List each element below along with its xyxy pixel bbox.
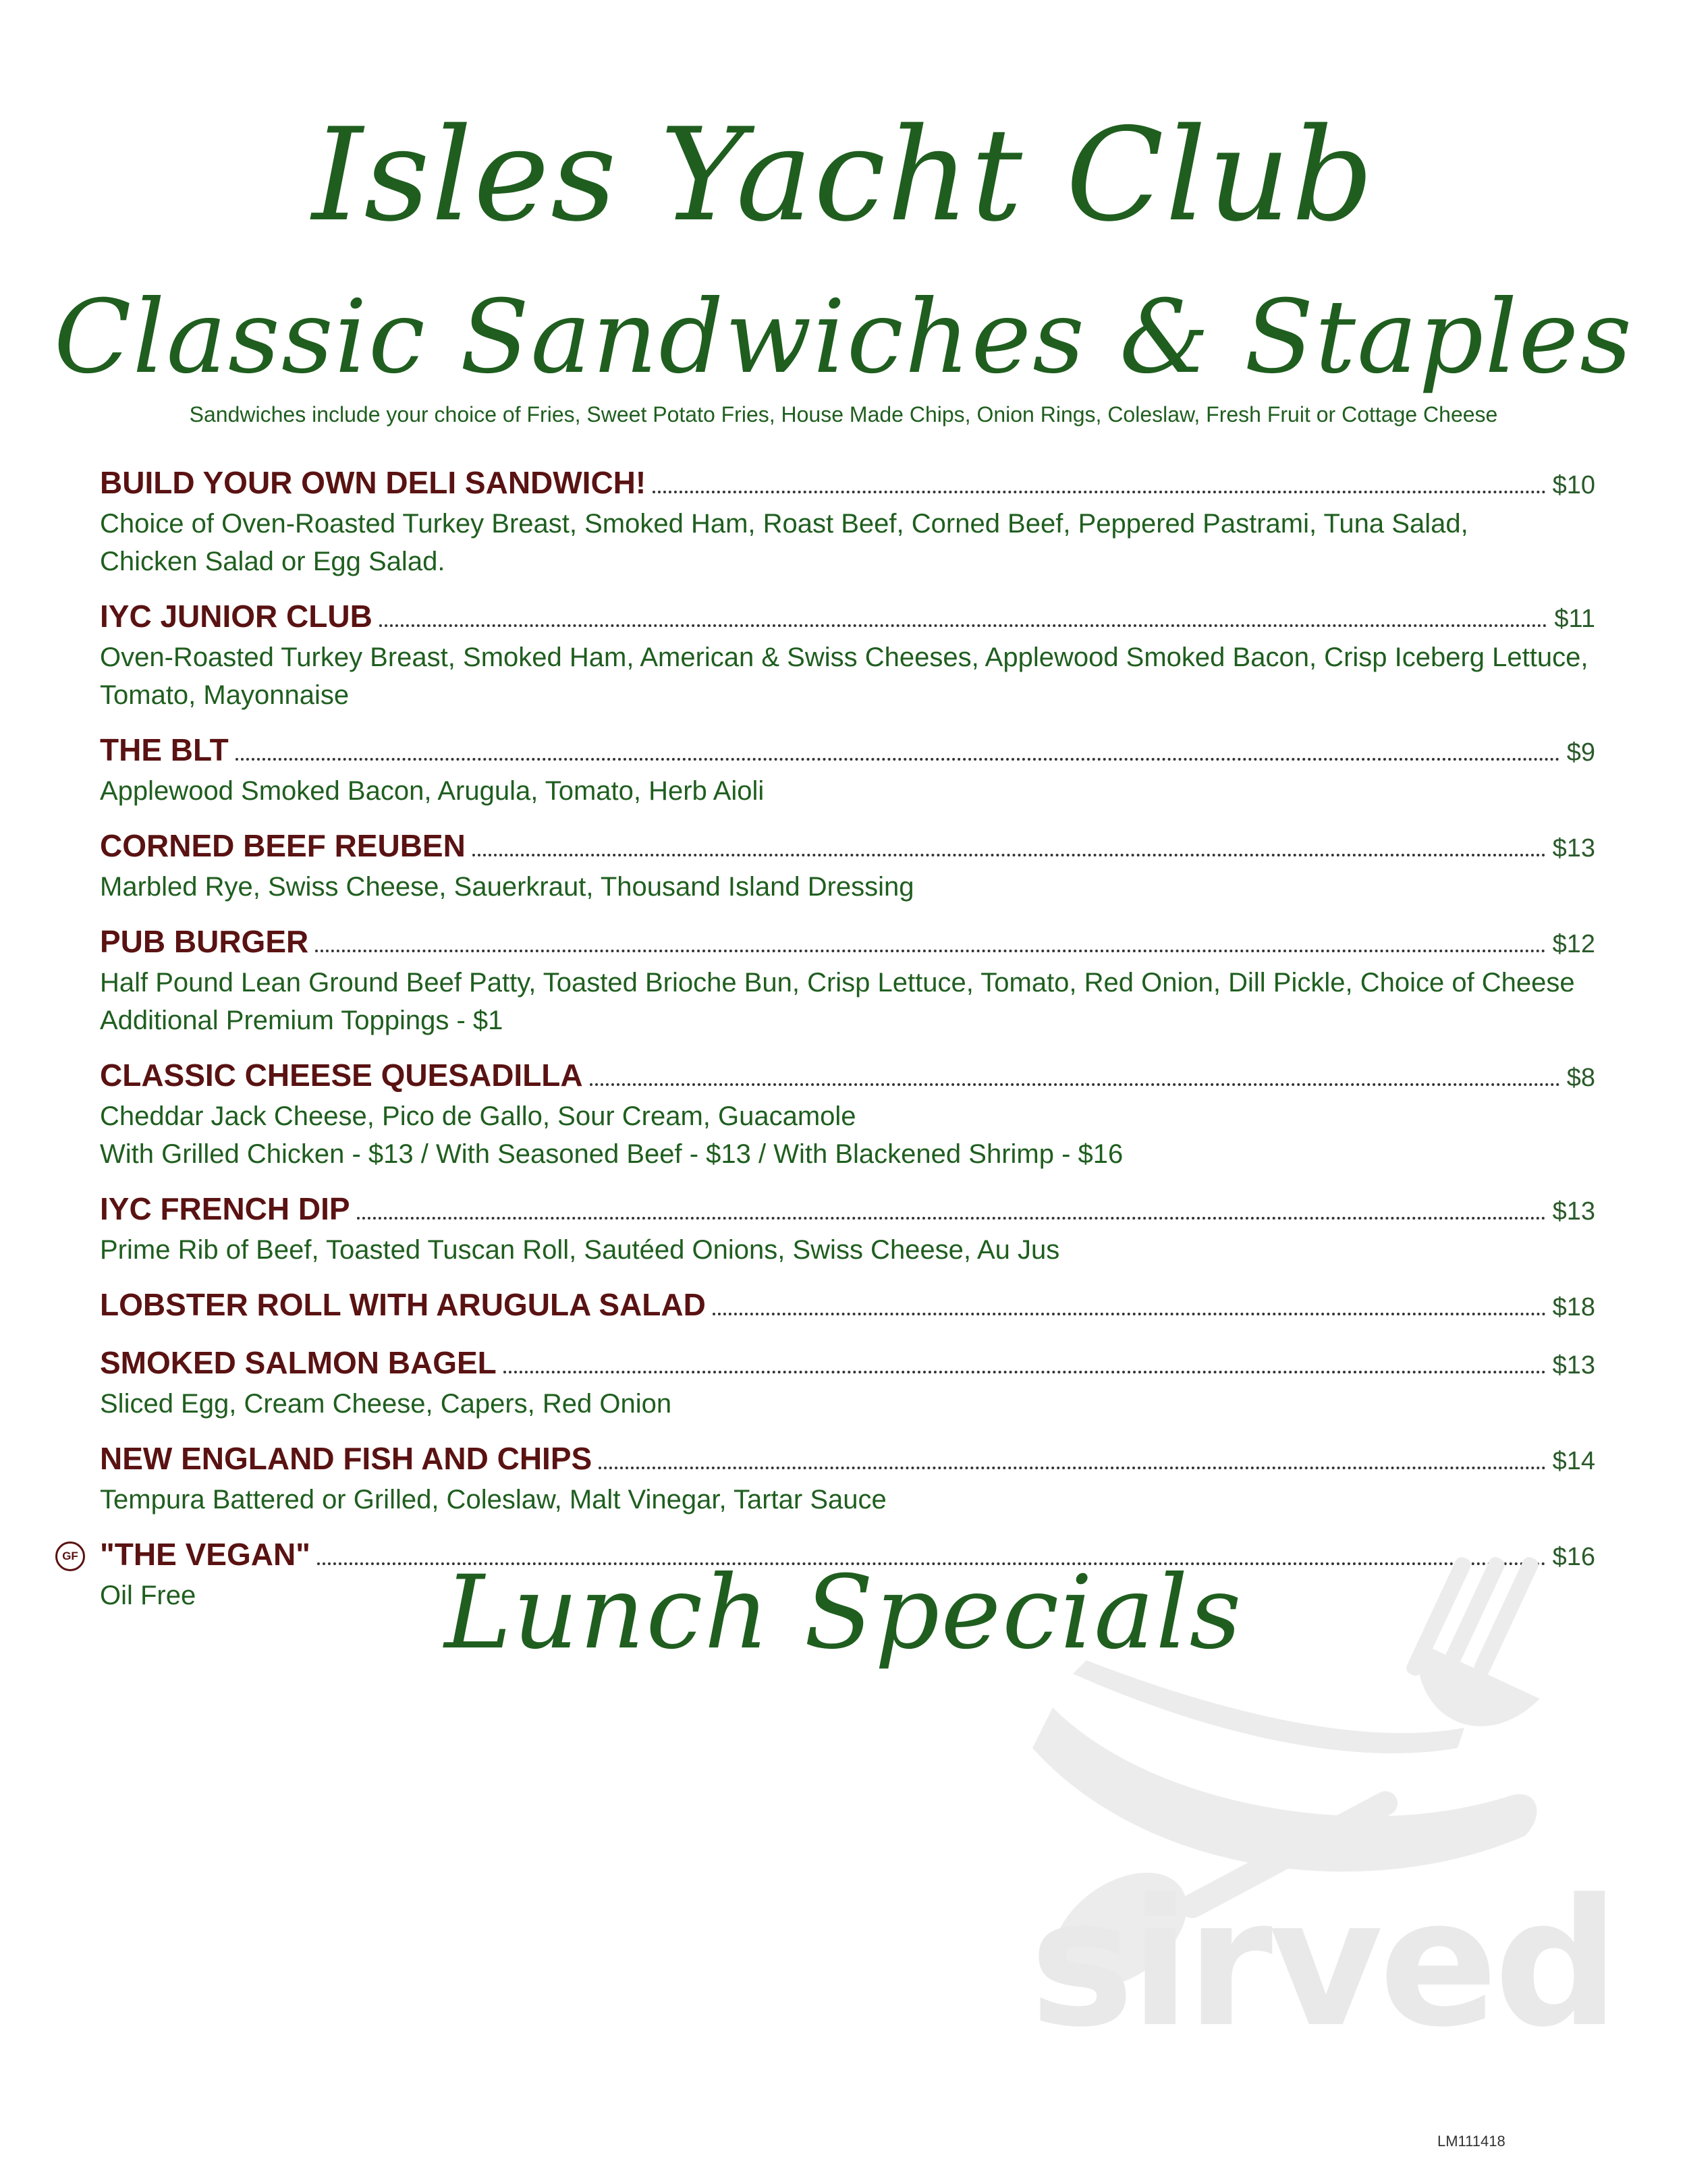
dot-leader xyxy=(236,757,1560,761)
menu-item-name: IYC JUNIOR CLUB xyxy=(100,599,372,634)
gluten-free-badge-icon: GF xyxy=(55,1541,85,1571)
menu-item-description: Choice of Oven-Roasted Turkey Breast, Smoked Ham, Roast Beef, Corned Beef, Peppered Pastrami, Tuna Salad, xyxy=(100,509,1468,539)
menu-item-price: $9 xyxy=(1566,738,1595,767)
menu-item-header xyxy=(100,1440,1595,1481)
menu-item-price: $18 xyxy=(1552,1293,1595,1321)
dot-leader xyxy=(357,1216,1546,1220)
menu-item-header xyxy=(100,1286,1595,1327)
menu-item xyxy=(100,827,1595,906)
section-title: Classic Sandwiches & Staples xyxy=(53,279,1634,396)
menu-item-price: $14 xyxy=(1552,1447,1595,1475)
menu-item-description: With Grilled Chicken - $13 / With Seasoned Beef - $13 / With Blackened Shrimp - $16 xyxy=(100,1139,1124,1169)
menu-item-description: Applewood Smoked Bacon, Arugula, Tomato, Herb Aioli xyxy=(100,776,765,806)
menu-item-name: THE BLT xyxy=(100,732,229,767)
dot-leader xyxy=(503,1370,1546,1373)
menu-item-header xyxy=(100,827,1595,868)
menu-item-description: Tempura Battered or Grilled, Coleslaw, Malt Vinegar, Tartar Sauce xyxy=(100,1485,887,1514)
menu-item xyxy=(100,1440,1595,1519)
dot-leader xyxy=(599,1466,1545,1469)
menu-item-header xyxy=(100,732,1595,772)
watermark-text: sirved xyxy=(1029,1862,1616,2066)
menu-item-price: $16 xyxy=(1552,1543,1595,1571)
menu-item-description: Chicken Salad or Egg Salad. xyxy=(100,547,445,576)
menu-item-name: PUB BURGER xyxy=(100,924,309,959)
menu-item-description: Cheddar Jack Cheese, Pico de Gallo, Sour Cream, Guacamole xyxy=(100,1101,856,1131)
menu-item-header xyxy=(100,598,1595,638)
menu-item-header xyxy=(100,1057,1595,1097)
menu-item-price: $8 xyxy=(1566,1064,1595,1092)
menu-item xyxy=(100,1191,1595,1269)
menu-item-price: $10 xyxy=(1552,471,1595,499)
dot-leader xyxy=(472,853,1546,856)
menu-item-price: $13 xyxy=(1552,834,1595,863)
dot-leader xyxy=(315,949,1545,952)
menu-list xyxy=(62,464,1595,1632)
menu-item-name: IYC FRENCH DIP xyxy=(100,1191,350,1226)
dot-leader xyxy=(713,1312,1546,1315)
menu-item xyxy=(100,1286,1595,1327)
menu-item-description: Half Pound Lean Ground Beef Patty, Toasted Brioche Bun, Crisp Lettuce, Tomato, Red Onion, Dill Pickle, Choice of Cheese xyxy=(100,968,1575,998)
menu-item-name: BUILD YOUR OWN DELI SANDWICH! xyxy=(100,465,646,500)
menu-item xyxy=(100,732,1595,810)
menu-item-name: "THE VEGAN" xyxy=(100,1537,310,1572)
menu-item-name: CLASSIC CHEESE QUESADILLA xyxy=(100,1058,583,1093)
menu-item-description: Tomato, Mayonnaise xyxy=(100,680,350,710)
menu-code: LM111418 xyxy=(1437,2133,1505,2150)
dot-leader xyxy=(653,490,1545,493)
menu-item-header xyxy=(100,923,1595,964)
menu-item-price: $13 xyxy=(1552,1351,1595,1380)
menu-item xyxy=(100,1344,1595,1423)
menu-item-description: Sliced Egg, Cream Cheese, Capers, Red Onion xyxy=(100,1389,672,1419)
menu-item xyxy=(100,1057,1595,1173)
menu-item-name: SMOKED SALMON BAGEL xyxy=(100,1345,497,1380)
menu-item-name: NEW ENGLAND FISH AND CHIPS xyxy=(100,1441,592,1476)
menu-item-description: Oil Free xyxy=(100,1581,196,1610)
club-title: Isles Yacht Club xyxy=(312,101,1375,250)
menu-item-description: Prime Rib of Beef, Toasted Tuscan Roll, Sautéed Onions, Swiss Cheese, Au Jus xyxy=(100,1235,1060,1265)
menu-item-price: $12 xyxy=(1552,930,1595,958)
menu-item-description: Oven-Roasted Turkey Breast, Smoked Ham, American & Swiss Cheeses, Applewood Smoked Bacon, Crisp Iceberg Lettuce, xyxy=(100,643,1588,672)
menu-item-name: LOBSTER ROLL WITH ARUGULA SALAD xyxy=(100,1287,706,1322)
menu-item-price: $13 xyxy=(1552,1197,1595,1226)
menu-item-header xyxy=(100,1344,1595,1385)
menu-item-name: CORNED BEEF REUBEN xyxy=(100,828,466,863)
menu-item-header xyxy=(100,464,1595,505)
menu-item-header xyxy=(100,1191,1595,1231)
dot-leader xyxy=(590,1083,1560,1086)
menu-item xyxy=(100,598,1595,714)
dot-leader xyxy=(379,624,1548,627)
menu-item-price: $11 xyxy=(1554,605,1595,633)
lunch-specials-title: Lunch Specials xyxy=(444,1554,1243,1672)
menu-item xyxy=(100,923,1595,1039)
menu-item-description: Additional Premium Toppings - $1 xyxy=(100,1006,503,1035)
section-subtitle: Sandwiches include your choice of Fries, Sweet Potato Fries, House Made Chips, Onion Rings, Coleslaw, Fresh Fruit or Cottage Cheese xyxy=(189,402,1498,427)
menu-item-description: Marbled Rye, Swiss Cheese, Sauerkraut, Thousand Island Dressing xyxy=(100,872,914,902)
menu-item xyxy=(100,464,1595,580)
